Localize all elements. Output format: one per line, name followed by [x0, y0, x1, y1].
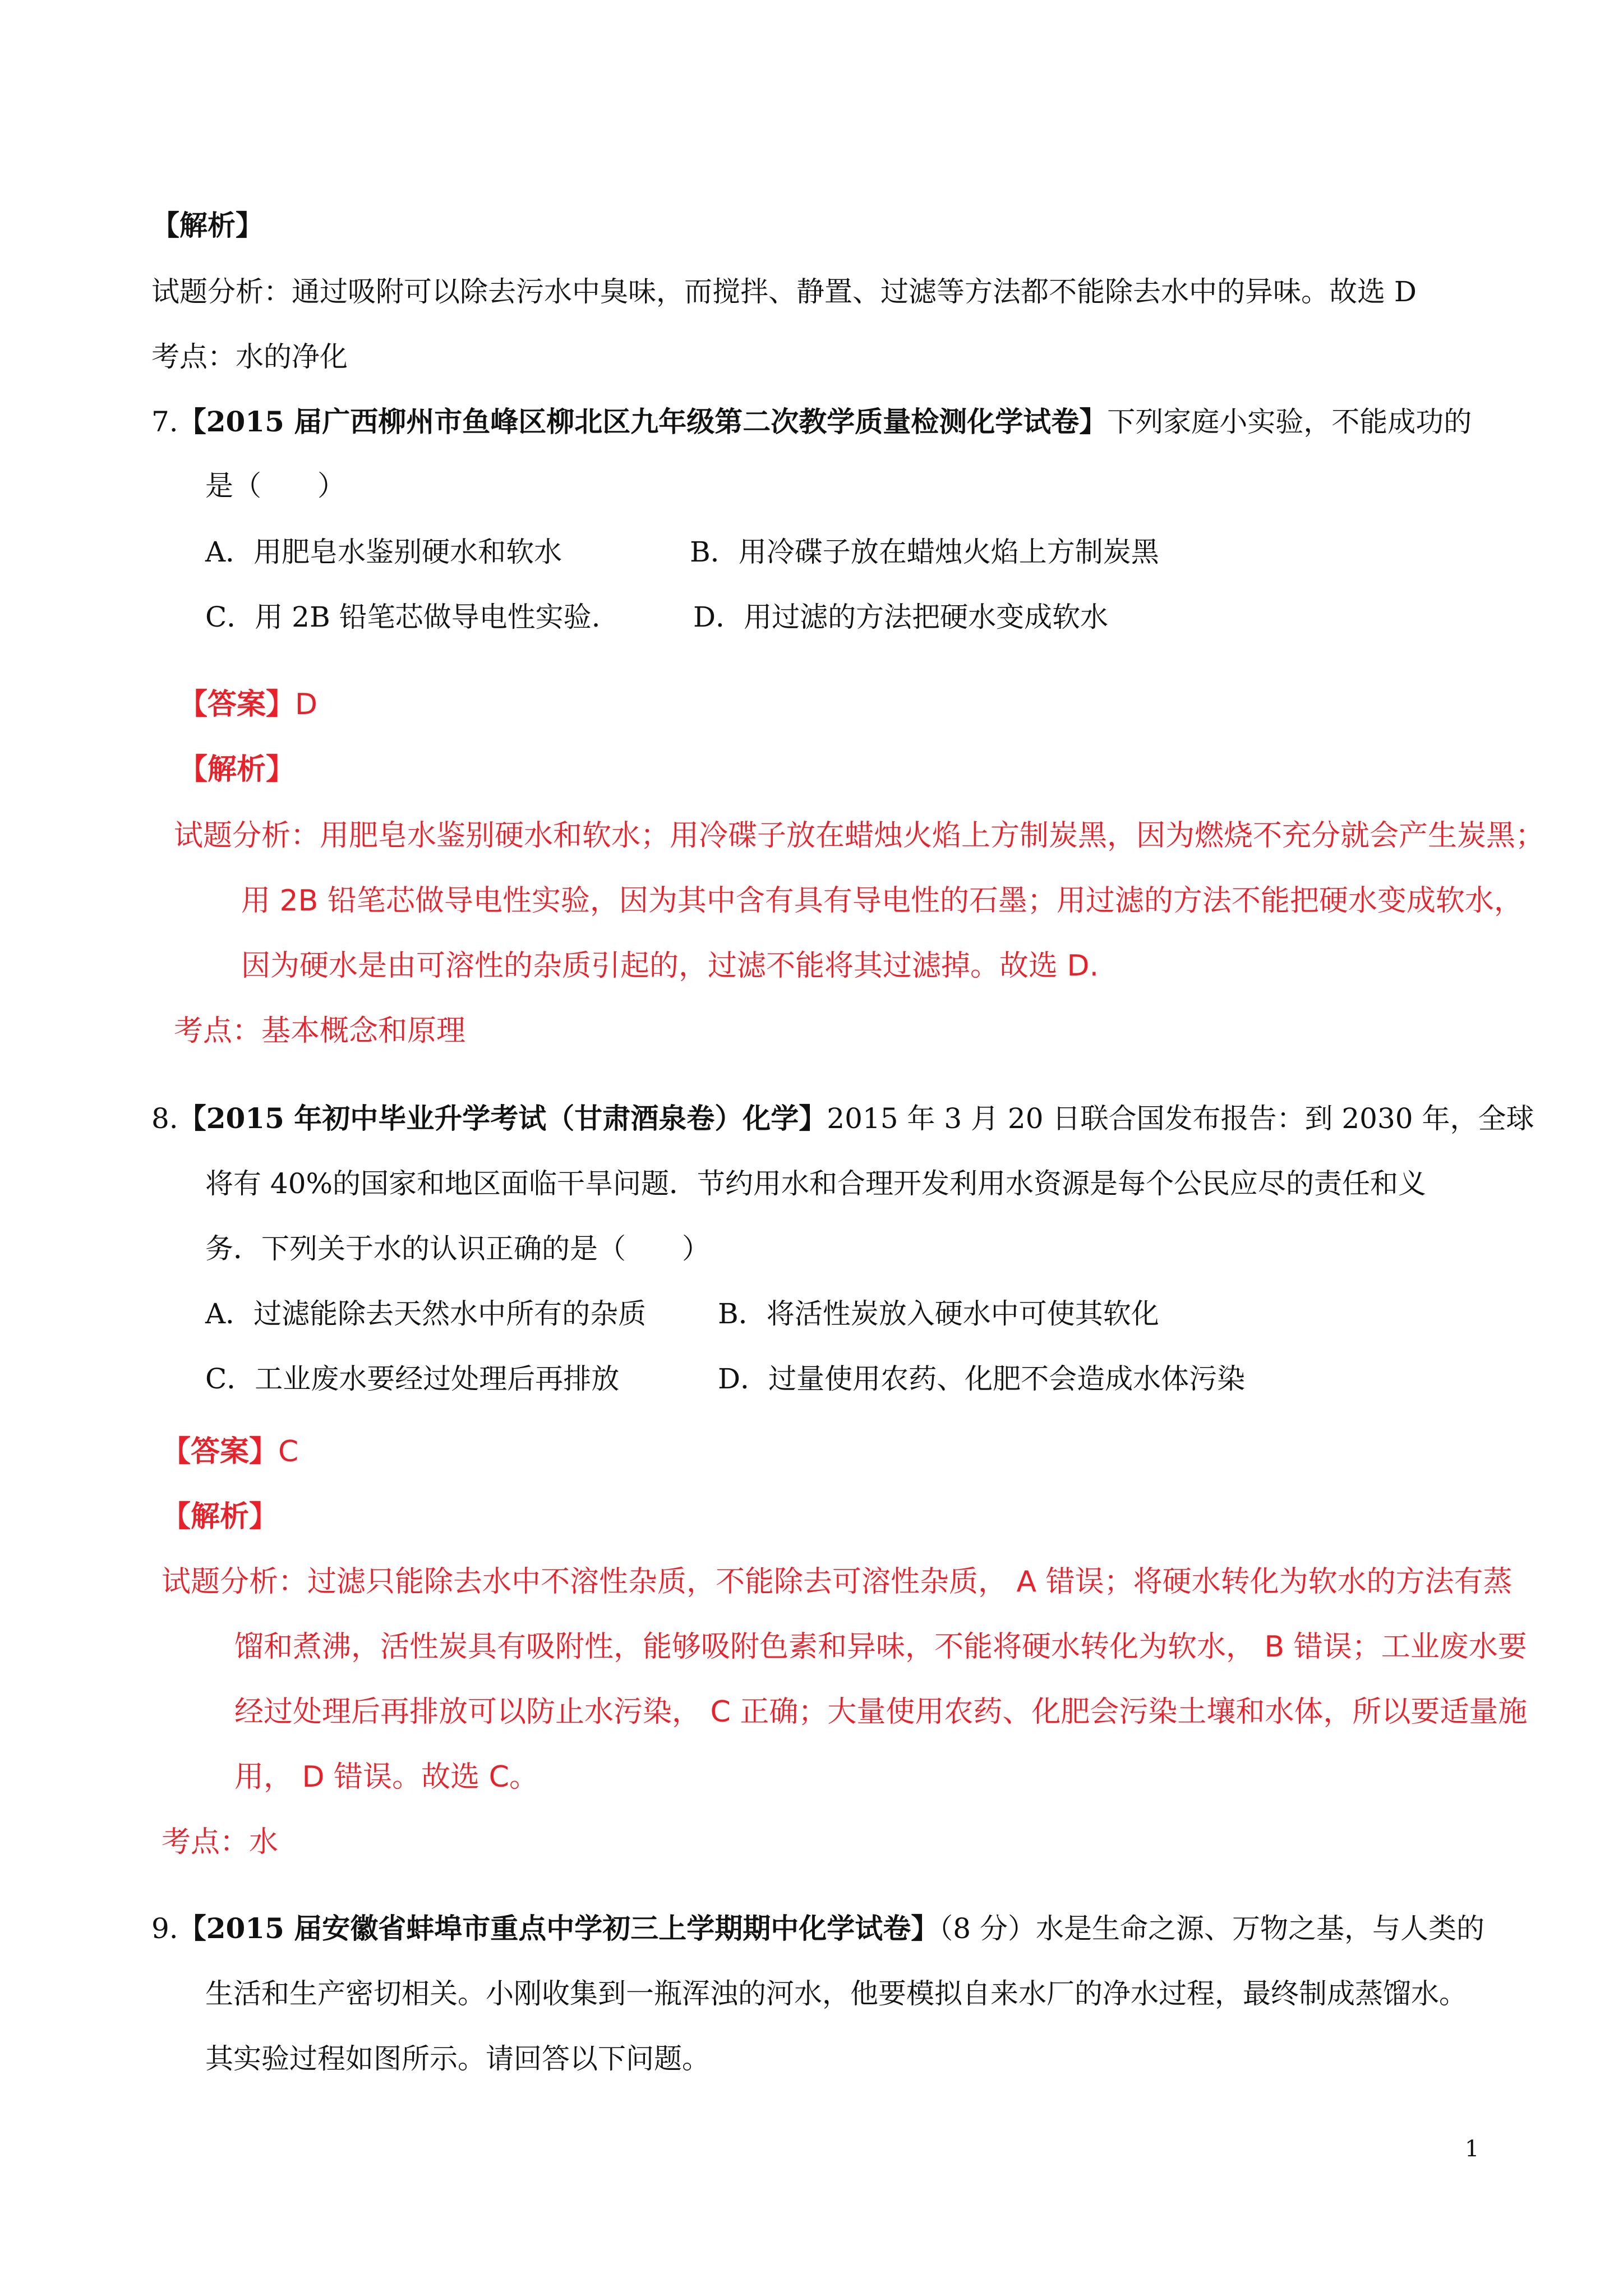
answer	[162, 1435, 298, 1469]
analysis-line: 用， D 错误。故选 C。	[234, 1760, 538, 1794]
analysis-line: 经过处理后再排放可以防止水污染， C 正确；大量使用农药、化肥会污染土壤和水体，所以要适量施	[234, 1695, 1528, 1729]
question-stem-cont: 是（ ）	[205, 470, 345, 502]
question-source: 【2015 届安徽省蚌埠市重点中学初三上学期期中化学试卷】	[178, 1912, 939, 1945]
analysis-label: 【解析】	[178, 753, 296, 786]
option-d: D．过量使用农药、化肥不会造成水体污染	[718, 1363, 1246, 1395]
analysis-line: 试题分析：用肥皂水鉴别硬水和软水；用冷碟子放在蜡烛火焰上方制炭黑，因为燃烧不充分就会产生炭黑；	[174, 819, 1545, 853]
answer-value: D	[295, 688, 318, 721]
page-number: 1	[1465, 2136, 1479, 2162]
option-a: A．用肥皂水鉴别硬水和软水	[205, 536, 562, 568]
analysis-line: 因为硬水是由可溶性的杂质引起的，过滤不能将其过滤掉。故选 D.	[241, 949, 1099, 983]
key-point: 考点：基本概念和原理	[174, 1014, 466, 1048]
analysis-text: 试题分析：通过吸附可以除去污水中臭味，而搅拌、静置、过滤等方法都不能除去水中的异味。故选 D	[151, 275, 1417, 308]
analysis-label: 【解析】	[162, 1500, 279, 1534]
question-number: 8.	[151, 1102, 178, 1135]
answer	[178, 688, 317, 721]
question-7	[151, 405, 1472, 439]
option-b: B．将活性炭放入硬水中可使其软化	[718, 1297, 1159, 1330]
option-d: D．用过滤的方法把硬水变成软水	[693, 601, 1109, 633]
answer-label: 【答案】	[162, 1435, 279, 1469]
option-b: B．用冷碟子放在蜡烛火焰上方制炭黑	[690, 536, 1159, 568]
option-c: C．工业废水要经过处理后再排放	[205, 1363, 620, 1395]
question-9	[151, 1912, 1484, 1945]
question-number: 9.	[151, 1912, 178, 1945]
analysis-label: 【解析】	[151, 209, 264, 242]
question-stem-cont: 务．下列关于水的认识正确的是（ ）	[205, 1232, 710, 1265]
question-stem-cont: 将有 40%的国家和地区面临干旱问题．节约用水和合理开发利用水资源是每个公民应尽的责任和义	[205, 1167, 1427, 1200]
question-8	[151, 1102, 1534, 1135]
key-point: 考点：水	[162, 1825, 279, 1859]
question-stem-cont: 其实验过程如图所示。请回答以下问题。	[205, 2042, 710, 2075]
analysis-line: 用 2B 铅笔芯做导电性实验，因为其中含有具有导电性的石墨；用过滤的方法不能把硬水变成软水，	[241, 884, 1523, 918]
option-a: A．过滤能除去天然水中所有的杂质	[205, 1297, 647, 1330]
question-stem: 下列家庭小实验，不能成功的	[1107, 406, 1472, 438]
option-c: C．用 2B 铅笔芯做导电性实验.	[205, 601, 601, 633]
key-point: 考点：水的净化	[151, 341, 348, 373]
question-stem: （8 分）水是生命之源、万物之基，与人类的	[939, 1912, 1485, 1945]
question-number: 7.	[151, 406, 178, 438]
question-source: 【2015 年初中毕业升学考试（甘肃酒泉卷）化学】	[178, 1102, 827, 1135]
answer-label: 【答案】	[178, 688, 296, 721]
question-stem: 2015 年 3 月 20 日联合国发布报告：到 2030 年，全球	[827, 1102, 1534, 1135]
question-source: 【2015 届广西柳州市鱼峰区柳北区九年级第二次教学质量检测化学试卷】	[178, 405, 1108, 438]
analysis-line: 馏和煮沸，活性炭具有吸附性，能够吸附色素和异味，不能将硬水转化为软水， B 错误；工业废水要	[234, 1630, 1527, 1664]
answer-value: C	[278, 1435, 299, 1469]
question-stem-cont: 生活和生产密切相关。小刚收集到一瓶浑浊的河水，他要模拟自来水厂的净水过程，最终制成蒸馏水。	[205, 1977, 1467, 2010]
analysis-line: 试题分析：过滤只能除去水中不溶性杂质，不能除去可溶性杂质， A 错误；将硬水转化为软水的方法有蒸	[162, 1565, 1513, 1599]
